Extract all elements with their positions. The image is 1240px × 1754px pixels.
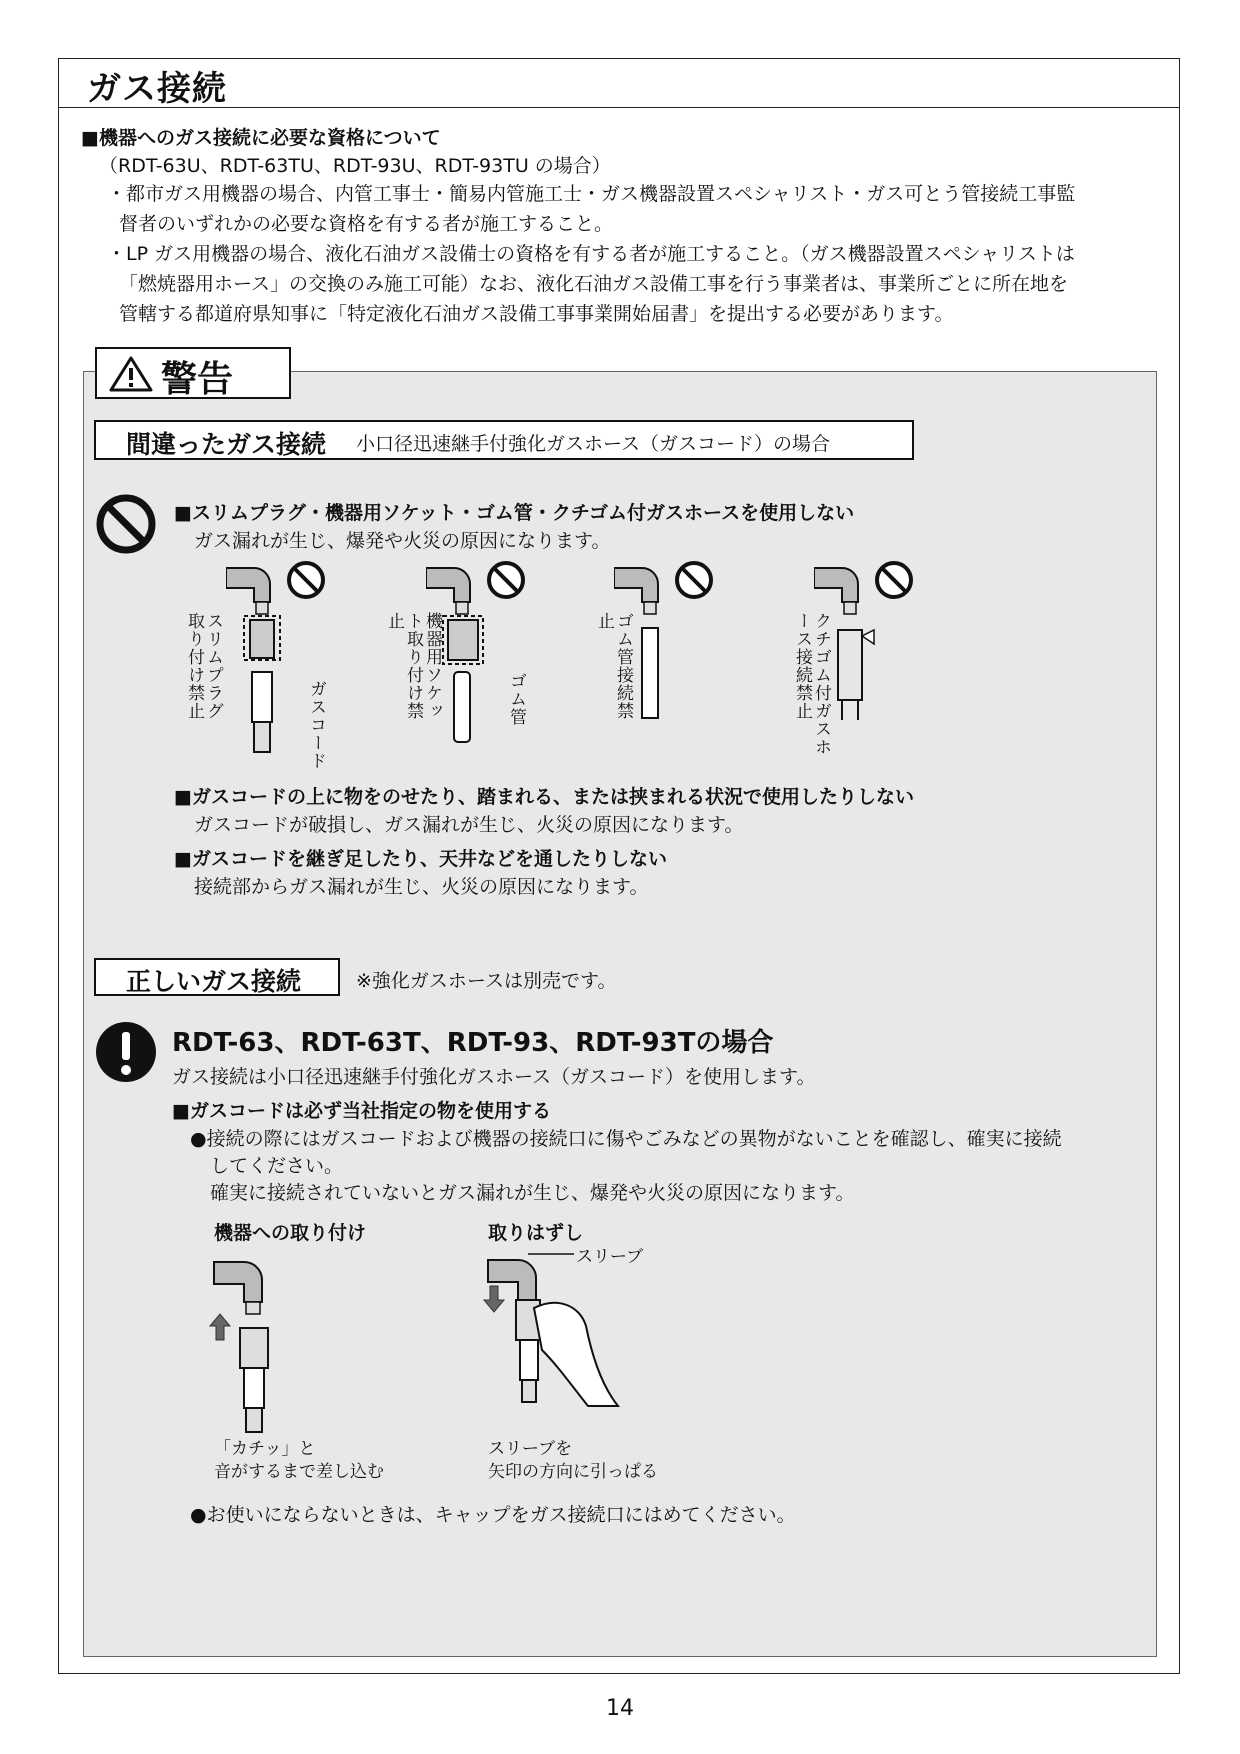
detach-caption-line2: 矢印の方向に引っぱる bbox=[488, 1462, 658, 1482]
rubber-tube-prohibited-label: ゴム管接続禁止 bbox=[594, 612, 633, 720]
title-bar bbox=[59, 59, 1179, 108]
correct-note: ※強化ガスホースは別売です。 bbox=[356, 970, 617, 992]
page-frame bbox=[58, 58, 1180, 1674]
figure-rubber-tube bbox=[594, 560, 734, 790]
bullet1-line1: ・都市ガス用機器の場合、内管工事士・簡易内管施工士・ガス機器設置スペシャリスト・ガス可とう管接続工事監 bbox=[107, 183, 1076, 205]
correct-bullet2: ●お使いにならないときは、キャップをガス接続口にはめてください。 bbox=[190, 1504, 796, 1526]
correct-bullet1-line3: 確実に接続されていないとガス漏れが生じ、爆発や火災の原因になります。 bbox=[210, 1182, 855, 1204]
bullet2-line1: ・LP ガス用機器の場合、液化石油ガス設備士の資格を有する者が施工すること。（ガス機器設置スペシャリストは bbox=[107, 243, 1075, 265]
mandatory-icon bbox=[94, 1020, 158, 1084]
wrong-connection-label bbox=[94, 420, 914, 460]
slim-plug-drawing bbox=[226, 560, 346, 770]
rubber-tube-label: ゴム管 bbox=[506, 672, 526, 726]
warning-label: 警告 bbox=[161, 359, 234, 400]
correct-connection-title: 正しいガス接続 bbox=[126, 967, 302, 996]
attach-caption-line1: 「カチッ」と bbox=[214, 1439, 316, 1459]
slim-plug-label: スリムプラグ取り付け禁止 bbox=[184, 612, 223, 720]
figure-slim-plug bbox=[184, 560, 344, 790]
detach-title: 取りはずし bbox=[488, 1222, 584, 1244]
wrong-item1-body: ガス漏れが生じ、爆発や火災の原因になります。 bbox=[194, 530, 611, 552]
kuchigomu-hose-drawing bbox=[814, 560, 934, 770]
wrong-item1-heading: ■スリムプラグ・機器用ソケット・ゴム管・クチゴム付ガスホースを使用しない bbox=[174, 502, 855, 524]
gas-cord-label: ガスコード bbox=[306, 680, 326, 770]
qualification-models: （RDT-63U、RDT-63TU、RDT-93U、RDT-93TU の場合） bbox=[99, 155, 611, 177]
figure-socket bbox=[384, 560, 544, 790]
sleeve-label: スリーブ bbox=[576, 1247, 644, 1267]
attach-title: 機器への取り付け bbox=[214, 1222, 367, 1244]
bullet2-line2: 「燃焼器用ホース」の交換のみ施工可能）なお、液化石油ガス設備工事を行う事業者は、事業所ごとに所在地を bbox=[119, 273, 1069, 295]
wrong-item3-body: 接続部からガス漏れが生じ、火災の原因になります。 bbox=[194, 876, 649, 898]
correct-intro: ガス接続は小口径迅速継手付強化ガスホース（ガスコード）を使用します。 bbox=[172, 1066, 816, 1088]
attach-drawing bbox=[194, 1254, 314, 1434]
detach-caption bbox=[488, 1438, 658, 1484]
wrong-connection-subtitle: 小口径迅速継手付強化ガスホース（ガスコード）の場合 bbox=[356, 433, 831, 455]
bullet2-line3: 管轄する都道府県知事に「特定液化石油ガス設備工事事業開始届書」を提出する必要があります。 bbox=[119, 303, 954, 325]
correct-item-heading: ■ガスコードは必ず当社指定の物を使用する bbox=[172, 1100, 551, 1122]
warning-panel bbox=[83, 371, 1157, 1657]
detach-caption-line1: スリーブを bbox=[488, 1439, 573, 1459]
correct-bullet1-line1: ●接続の際にはガスコードおよび機器の接続口に傷やごみなどの異物がないことを確認し、確実に接続 bbox=[190, 1128, 1062, 1150]
bullet1-line2: 督者のいずれかの必要な資格を有する者が施工すること。 bbox=[119, 213, 614, 235]
wrong-item2-heading: ■ガスコードの上に物をのせたり、踏まれる、または挟まれる状況で使用したりしない bbox=[174, 786, 914, 808]
correct-bullet1 bbox=[190, 1126, 1062, 1207]
wrong-item2-body: ガスコードが破損し、ガス漏れが生じ、火災の原因になります。 bbox=[194, 814, 744, 836]
correct-connection-label bbox=[94, 958, 340, 996]
attach-caption-line2: 音がするまで差し込む bbox=[214, 1462, 384, 1482]
page-number: 14 bbox=[606, 1696, 634, 1721]
wrong-item3-heading: ■ガスコードを継ぎ足したり、天井などを通したりしない bbox=[174, 848, 667, 870]
kuchigomu-hose-label: クチゴム付ガスホース接続禁止 bbox=[792, 612, 831, 756]
qualification-heading: ■機器へのガス接続に必要な資格について bbox=[81, 127, 441, 149]
prohibition-icon bbox=[94, 492, 158, 556]
attach-caption bbox=[214, 1438, 384, 1484]
warning-tab bbox=[95, 347, 291, 399]
socket-label: 機器用ソケット取り付け禁止 bbox=[384, 612, 442, 720]
page-title: ガス接続 bbox=[87, 69, 227, 109]
correct-models-heading: RDT-63、RDT-63T、RDT-93、RDT-93Tの場合 bbox=[172, 1028, 774, 1058]
detach-drawing bbox=[468, 1246, 648, 1436]
qualification-bullet1 bbox=[107, 179, 1075, 329]
figure-kuchigomu-hose bbox=[792, 560, 942, 790]
wrong-connection-title: 間違ったガス接続 bbox=[126, 430, 327, 459]
warning-triangle-icon bbox=[109, 355, 153, 393]
socket-drawing bbox=[426, 560, 546, 770]
correct-bullet1-line2: してください。 bbox=[210, 1155, 344, 1177]
